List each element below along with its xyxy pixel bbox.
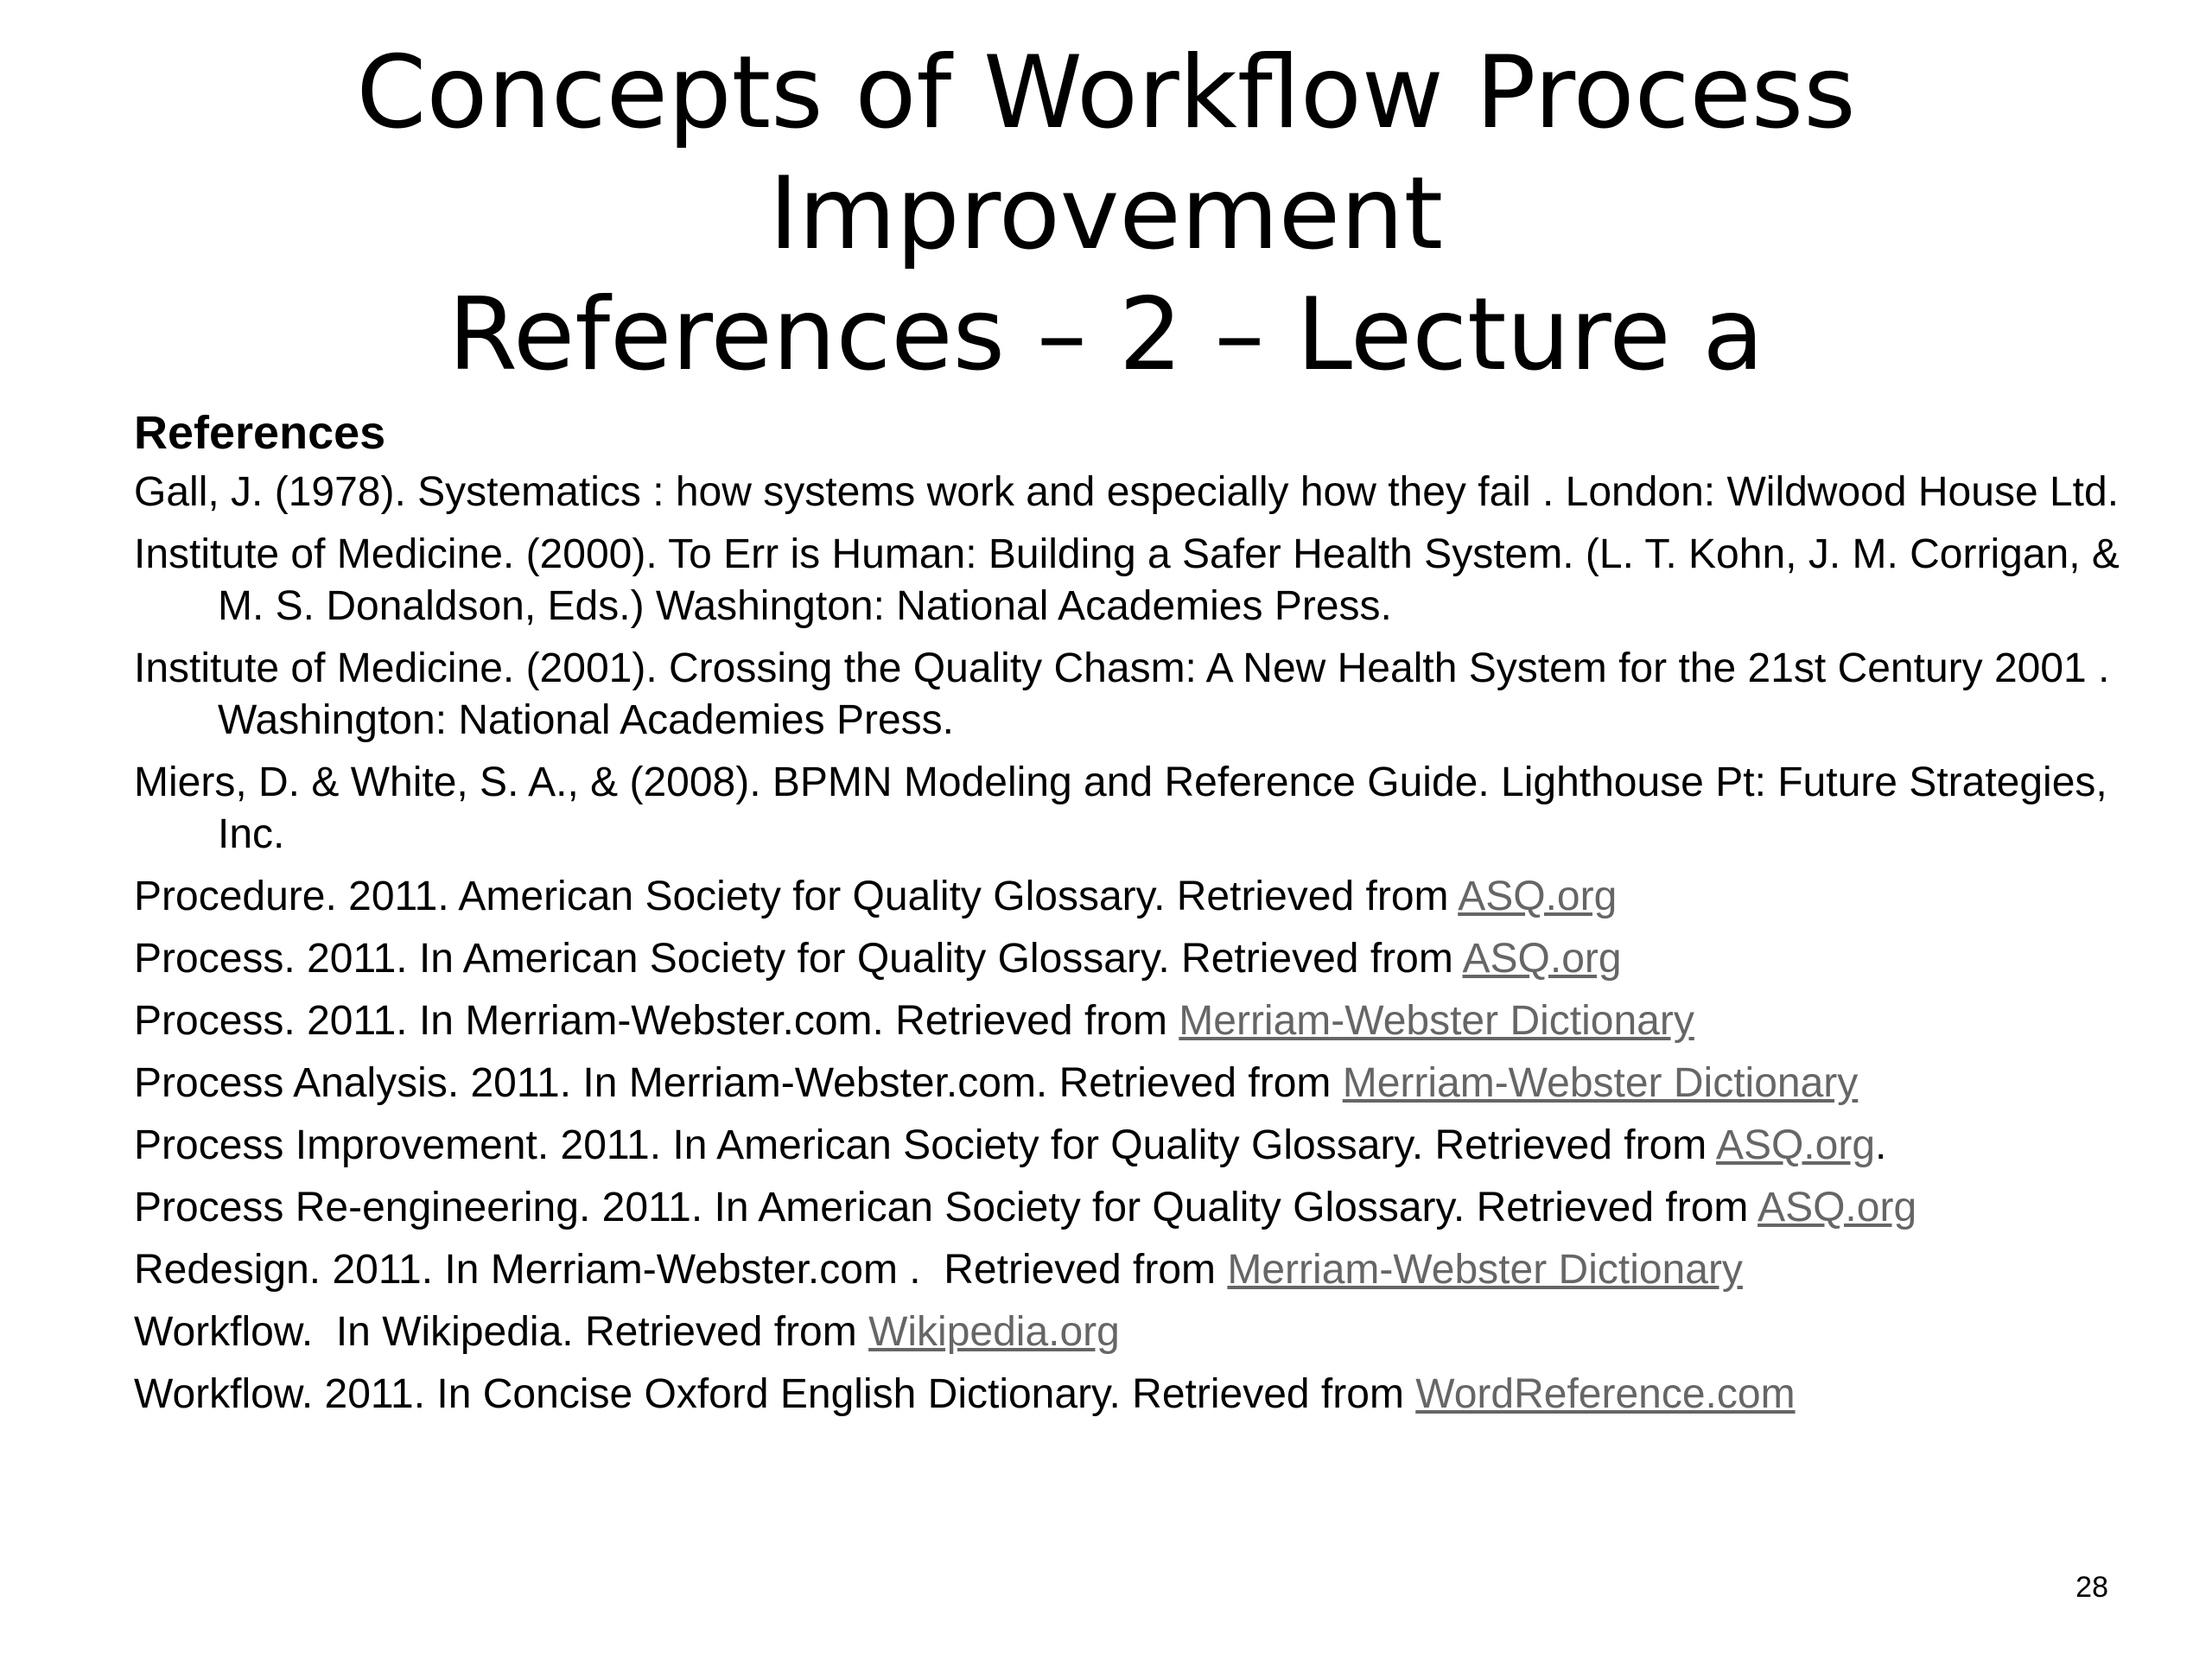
- reference-item: [134, 1182, 2121, 1234]
- reference-item: [134, 1120, 2121, 1172]
- reference-text: Process Improvement. 2011. In American Society for Quality Glossary. Retrieved from: [134, 1122, 1716, 1168]
- reference-text: Process. 2011. In Merriam-Webster.com. Retrieved from: [134, 998, 1179, 1044]
- reference-text: Institute of Medicine. (2000). To Err is Human: Building a Safer Health System. (L. T. Kohn, J. M. Corrigan, & M. S. Donaldson, Eds.) Washington: National Academies Press.: [134, 531, 2120, 629]
- reference-text: Redesign. 2011. In Merriam-Webster.com . Retrieved from: [134, 1247, 1228, 1293]
- merriam-webster-link[interactable]: Merriam-Webster Dictionary: [1342, 1060, 1859, 1106]
- reference-text: Institute of Medicine. (2001). Crossing the Quality Chasm: A New Health System for the 21st Century 2001 . Washington: National Academies Press.: [134, 645, 2110, 743]
- reference-text: Workflow. In Wikipedia. Retrieved from: [134, 1309, 869, 1355]
- references-section: [134, 399, 2121, 1431]
- title-line-2: Improvement: [768, 156, 1444, 272]
- reference-text: Miers, D. & White, S. A., & (2008). BPMN Modeling and Reference Guide. Lighthouse Pt: Future Strategies, Inc.: [134, 760, 2107, 857]
- title-line-3: References – 2 – Lecture a: [448, 276, 1764, 393]
- reference-item: [134, 757, 2121, 861]
- reference-item: [134, 529, 2121, 632]
- reference-item: [134, 1244, 2121, 1296]
- wordreference-link[interactable]: WordReference.com: [1415, 1371, 1796, 1417]
- title-line-1: Concepts of Workflow Process: [356, 35, 1856, 151]
- asq-link[interactable]: ASQ.org: [1458, 874, 1618, 919]
- page-number: 28: [2075, 1571, 2108, 1604]
- asq-link[interactable]: ASQ.org: [1758, 1185, 1917, 1230]
- slide-title: [0, 33, 2212, 396]
- asq-link[interactable]: ASQ.org: [1462, 936, 1622, 982]
- references-heading: References: [134, 407, 386, 459]
- reference-text: Gall, J. (1978). Systematics : how systems work and especially how they fail . London: Wildwood House Ltd.: [134, 469, 2120, 515]
- asq-link[interactable]: ASQ.org: [1715, 1122, 1876, 1168]
- reference-item: [134, 1369, 2121, 1421]
- reference-text: Procedure. 2011. American Society for Quality Glossary. Retrieved from: [134, 874, 1459, 919]
- reference-item: [134, 643, 2121, 747]
- reference-item: [134, 933, 2121, 985]
- merriam-webster-link[interactable]: Merriam-Webster Dictionary: [1227, 1247, 1743, 1293]
- wikipedia-link[interactable]: Wikipedia.org: [868, 1309, 1120, 1355]
- reference-item: [134, 1058, 2121, 1109]
- reference-text: Process Re-engineering. 2011. In American Society for Quality Glossary. Retrieved from: [134, 1185, 1758, 1230]
- reference-text: Process Analysis. 2011. In Merriam-Webster.com. Retrieved from: [134, 1060, 1343, 1106]
- reference-item: [134, 467, 2121, 518]
- reference-item: [134, 871, 2121, 923]
- reference-suffix: .: [1875, 1122, 1887, 1168]
- reference-text: Workflow. 2011. In Concise Oxford English Dictionary. Retrieved from: [134, 1371, 1416, 1417]
- reference-item: [134, 1306, 2121, 1358]
- merriam-webster-link[interactable]: Merriam-Webster Dictionary: [1179, 998, 1694, 1044]
- reference-item: [134, 995, 2121, 1047]
- reference-text: Process. 2011. In American Society for Quality Glossary. Retrieved from: [134, 936, 1463, 982]
